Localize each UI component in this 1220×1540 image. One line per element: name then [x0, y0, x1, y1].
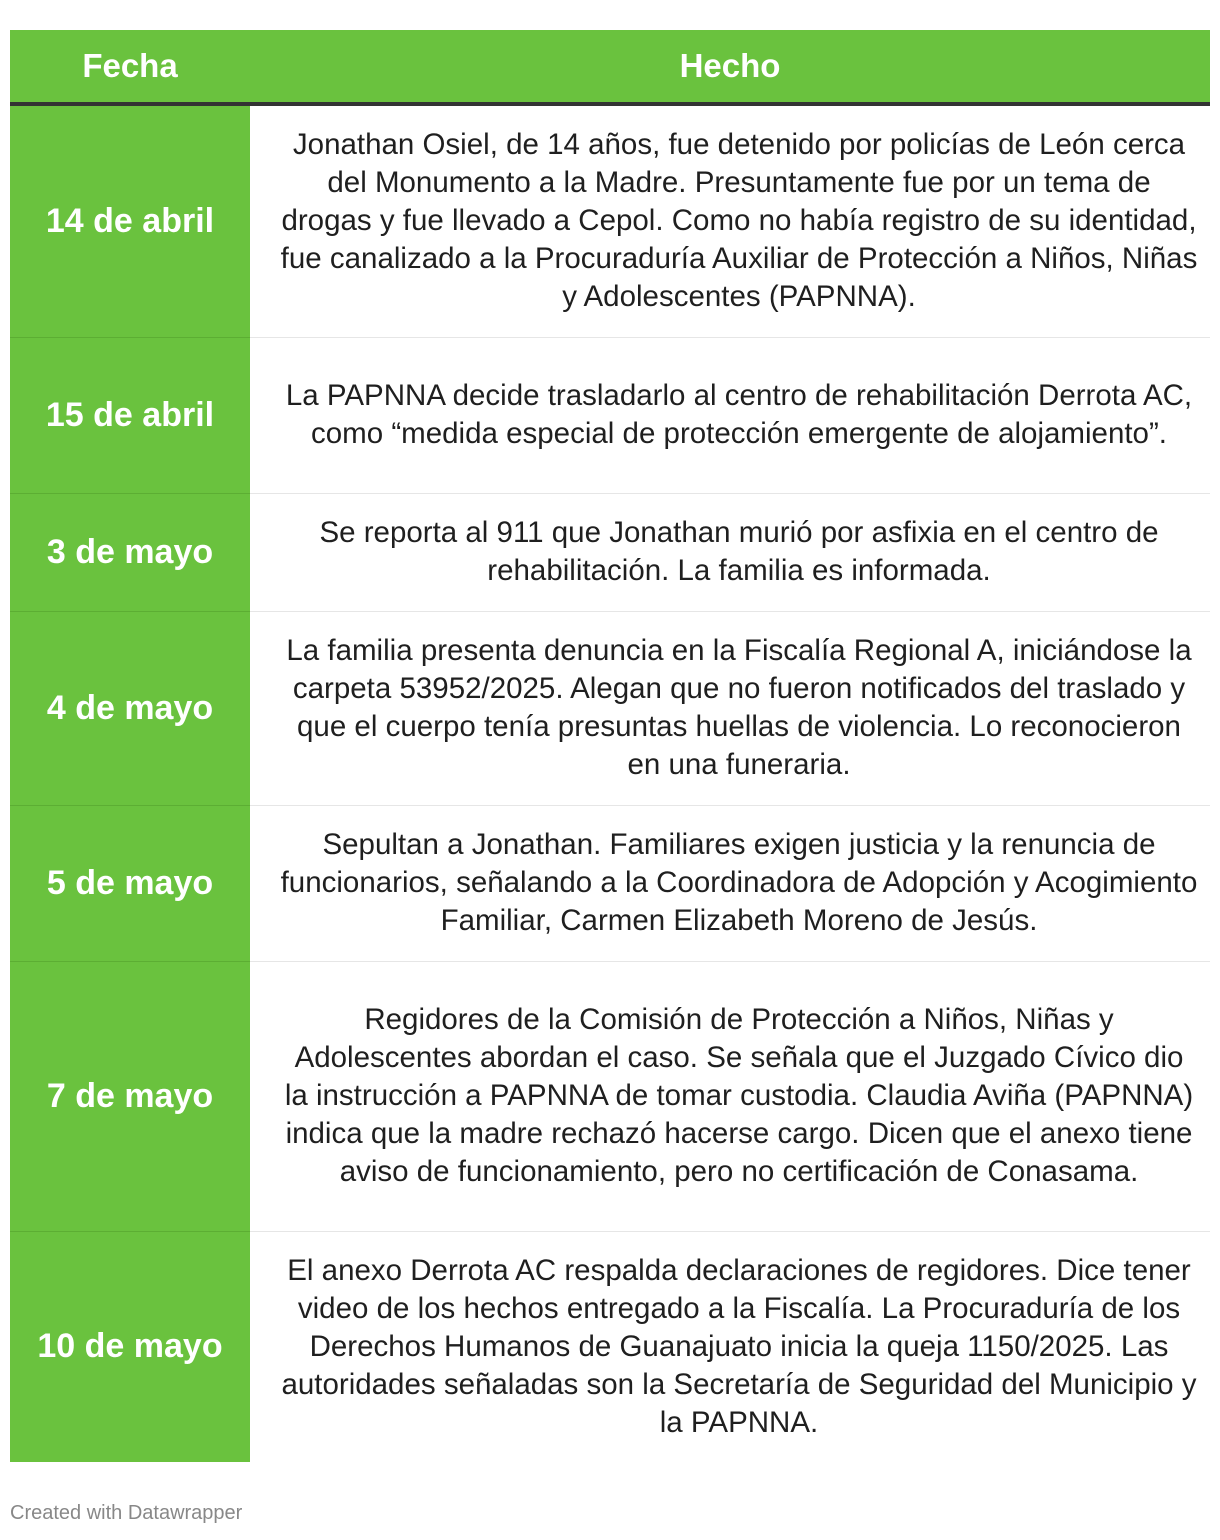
date-cell: 7 de mayo: [10, 961, 250, 1231]
fact-cell: Regidores de la Comisión de Protección a Niños, Niñas y Adolescentes abordan el caso. Se señala que el Juzgado Cívico dio la instrucción a PAPNNA de tomar custodia. Claudia Aviña (PAPNNA) indica que la madre rechazó hacerse cargo. Dicen que el anexo tiene aviso de funcionamiento, pero no certificación de Conasama.: [250, 961, 1210, 1231]
date-cell: 15 de abril: [10, 337, 250, 493]
fact-cell: Jonathan Osiel, de 14 años, fue detenido por policías de León cerca del Monumento a la Madre. Presuntamente fue por un tema de drogas y fue llevado a Cepol. Como no había registro de su identidad, fue canalizado a la Procuraduría Auxiliar de Protección a Niños, Niñas y Adolescentes (PAPNNA).: [250, 104, 1210, 337]
date-cell: 4 de mayo: [10, 611, 250, 805]
header-row: [10, 30, 1210, 104]
table-header: [10, 30, 1210, 104]
table-row: [10, 805, 1210, 961]
table-row: [10, 337, 1210, 493]
column-header-fecha[interactable]: Fecha: [10, 30, 250, 104]
table-row: [10, 961, 1210, 1231]
date-cell: 10 de mayo: [10, 1231, 250, 1462]
datawrapper-credit[interactable]: Created with Datawrapper: [10, 1502, 243, 1524]
timeline-table-container: [10, 30, 1210, 1462]
date-cell: 5 de mayo: [10, 805, 250, 961]
date-cell: 14 de abril: [10, 104, 250, 337]
fact-cell: La PAPNNA decide trasladarlo al centro de rehabilitación Derrota AC, como “medida especial de protección emergente de alojamiento”.: [250, 337, 1210, 493]
fact-cell: El anexo Derrota AC respalda declaraciones de regidores. Dice tener video de los hechos entregado a la Fiscalía. La Procuraduría de los Derechos Humanos de Guanajuato inicia la queja 1150/2025. Las autoridades señaladas son la Secretaría de Seguridad del Municipio y la PAPNNA.: [281, 1253, 1197, 1439]
table-row: [10, 1231, 1210, 1462]
table-row: [10, 104, 1210, 337]
table-row: [10, 493, 1210, 611]
table-body: [10, 104, 1210, 1462]
table-row: [10, 611, 1210, 805]
timeline-table: [10, 30, 1210, 1462]
date-cell: 3 de mayo: [10, 493, 250, 611]
column-header-hecho[interactable]: Hecho: [250, 30, 1210, 104]
fact-cell: La familia presenta denuncia en la Fiscalía Regional A, iniciándose la carpeta 53952/2025. Alegan que no fueron notificados del traslado y que el cuerpo tenía presuntas huellas de violencia. Lo reconocieron en una funeraria.: [250, 611, 1210, 805]
fact-cell: Se reporta al 911 que Jonathan murió por asfixia en el centro de rehabilitación. La familia es informada.: [250, 493, 1210, 611]
fact-cell: Sepultan a Jonathan. Familiares exigen justicia y la renuncia de funcionarios, señalando a la Coordinadora de Adopción y Acogimiento Familiar, Carmen Elizabeth Moreno de Jesús.: [250, 805, 1210, 961]
